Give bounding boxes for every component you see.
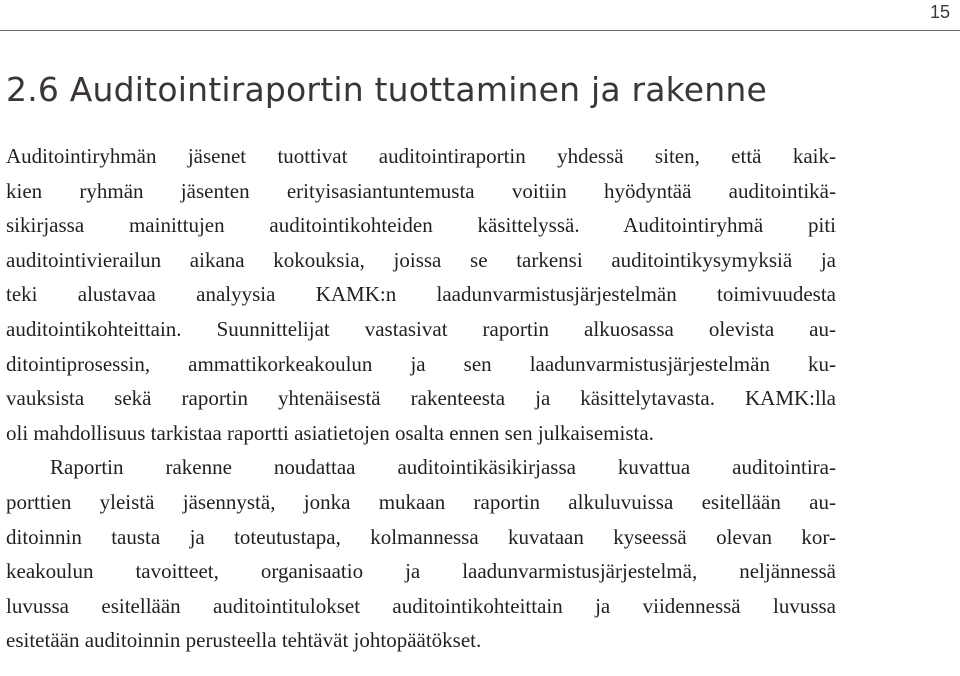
header-rule (0, 30, 960, 31)
text-line: keakoulun tavoitteet, organisaatio ja laadunvarmistusjärjestelmä, neljännessä (6, 559, 836, 584)
text-line: sikirjassa mainittujen auditointikohteiden käsittelyssä. Auditointiryhmä piti (6, 213, 836, 238)
text-line: ditointiprosessin, ammattikorkeakoulun ja sen laadunvarmistusjärjestelmän ku- (6, 351, 836, 376)
paragraph-2 (6, 450, 836, 658)
paragraph-1 (6, 139, 836, 450)
text-line: Auditointiryhmän jäsenet tuottivat auditointiraportin yhdessä siten, että kaik- (6, 144, 836, 168)
body-text (6, 139, 836, 658)
text-line: kien ryhmän jäsenten erityisasiantuntemusta voitiin hyödyntää auditointikä- (6, 178, 836, 203)
text-line: esitetään auditoinnin perusteella tehtävät johtopäätökset. (6, 628, 482, 653)
text-line: vauksista sekä raportin yhtenäisestä rakenteesta ja käsittelytavasta. KAMK:lla (6, 386, 836, 411)
text-line: ditoinnin tausta ja toteutustapa, kolmannessa kuvataan kyseessä olevan kor- (6, 524, 836, 549)
text-line: auditointivierailun aikana kokouksia, joissa se tarkensi auditointikysymyksiä ja (6, 247, 836, 272)
text-line: Raportin rakenne noudattaa auditointikäsikirjassa kuvattua auditointira- (50, 455, 836, 480)
section-heading: 2.6 Auditointiraportin tuottaminen ja rakenne (6, 70, 768, 109)
text-line: porttien yleistä jäsennystä, jonka mukaan raportin alkuluvuissa esitellään au- (6, 489, 836, 514)
text-line: auditointikohteittain. Suunnittelijat vastasivat raportin alkuosassa olevista au- (6, 316, 836, 341)
page-number: 15 (929, 2, 950, 22)
text-line: luvussa esitellään auditointitulokset auditointikohteittain ja viidennessä luvussa (6, 593, 836, 618)
text-line: teki alustavaa analyysia KAMK:n laadunvarmistusjärjestelmän toimivuudesta (6, 282, 836, 307)
text-line: oli mahdollisuus tarkistaa raportti asiatietojen osalta ennen sen julkaisemista. (6, 420, 654, 445)
